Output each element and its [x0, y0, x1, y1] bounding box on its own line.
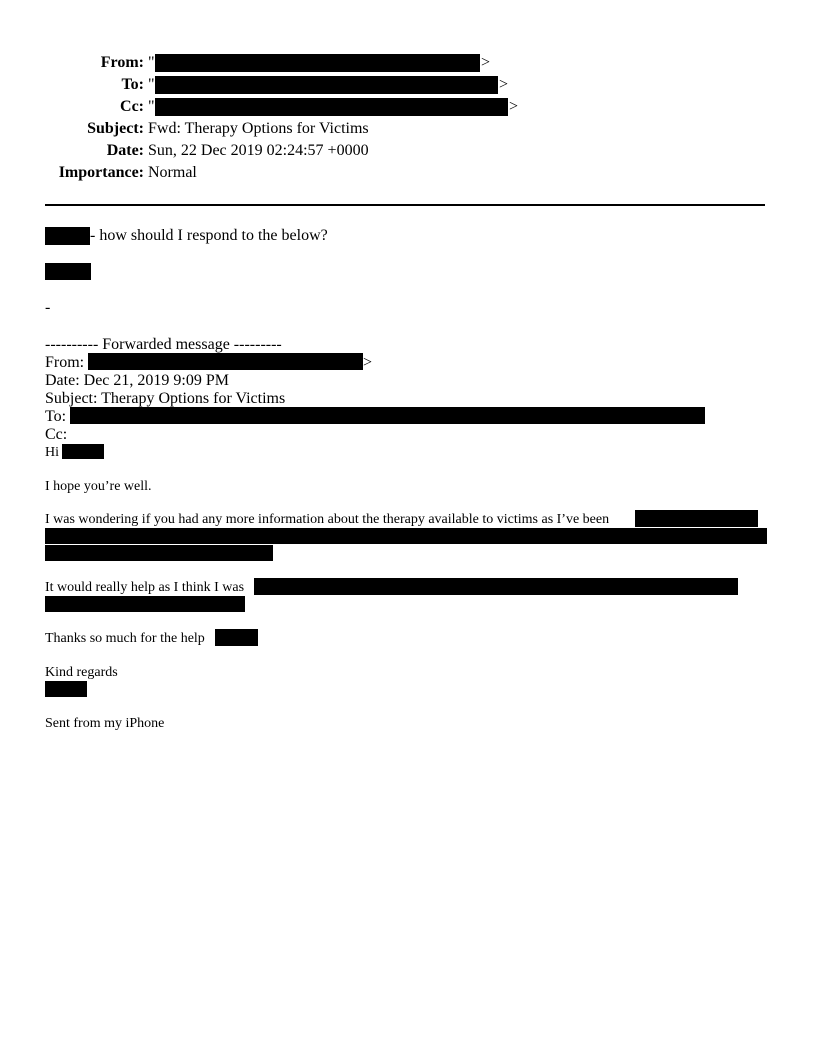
line-wondering: I was wondering if you had any more information about the therapy available to victims as I’ve been	[45, 512, 610, 527]
greeting: Hi	[45, 445, 59, 460]
to-suffix: >	[499, 76, 509, 93]
date-value: Sun, 22 Dec 2019 02:24:57 +0000	[148, 142, 369, 159]
redaction-help-1	[254, 578, 738, 595]
redaction-help-2	[45, 596, 245, 612]
cc-prefix: "	[148, 98, 155, 115]
subject-value: Fwd: Therapy Options for Victims	[148, 120, 369, 137]
line-thanks: Thanks so much for the help	[45, 631, 205, 646]
from-suffix: >	[481, 54, 491, 71]
redaction-fwd-to	[70, 407, 705, 424]
reply-question: - how should I respond to the below?	[90, 227, 328, 244]
forwarded-separator: ---------- Forwarded message ---------	[45, 336, 282, 353]
redaction-thanks-name	[215, 629, 258, 646]
redaction-to	[155, 76, 498, 94]
redaction-from	[155, 54, 480, 72]
importance-value: Normal	[148, 164, 197, 181]
line-hope: I hope you’re well.	[45, 479, 152, 494]
redaction-recipient-name	[45, 227, 90, 245]
redaction-wondering-1	[635, 510, 758, 527]
fwd-date: Date: Dec 21, 2019 9:09 PM	[45, 372, 229, 389]
cc-suffix: >	[509, 98, 519, 115]
subject-label: Subject:	[87, 120, 144, 137]
redaction-signature	[45, 681, 87, 697]
redaction-wondering-2	[45, 528, 767, 544]
signoff: Kind regards	[45, 665, 118, 680]
fwd-from-label: From:	[45, 354, 85, 371]
fwd-from-suffix: >	[363, 354, 373, 371]
date-label: Date:	[106, 142, 144, 159]
importance-label: Importance:	[58, 164, 144, 181]
from-prefix: "	[148, 54, 155, 71]
redaction-fwd-from	[88, 353, 363, 370]
sent-from: Sent from my iPhone	[45, 716, 165, 731]
fwd-subject: Subject: Therapy Options for Victims	[45, 390, 286, 407]
redaction-cc	[155, 98, 508, 116]
redaction-sender-name	[45, 263, 91, 280]
fwd-to-label: To:	[45, 408, 67, 425]
to-prefix: "	[148, 76, 155, 93]
cc-label: Cc:	[120, 98, 144, 115]
redaction-greeting-name	[62, 444, 104, 459]
line-help: It would really help as I think I was	[45, 580, 245, 595]
to-label: To:	[121, 76, 144, 93]
from-label: From:	[100, 54, 144, 71]
header-divider	[45, 204, 765, 206]
fwd-cc-label: Cc:	[45, 426, 68, 443]
redaction-wondering-3	[45, 545, 273, 561]
reply-dash: -	[45, 299, 51, 316]
